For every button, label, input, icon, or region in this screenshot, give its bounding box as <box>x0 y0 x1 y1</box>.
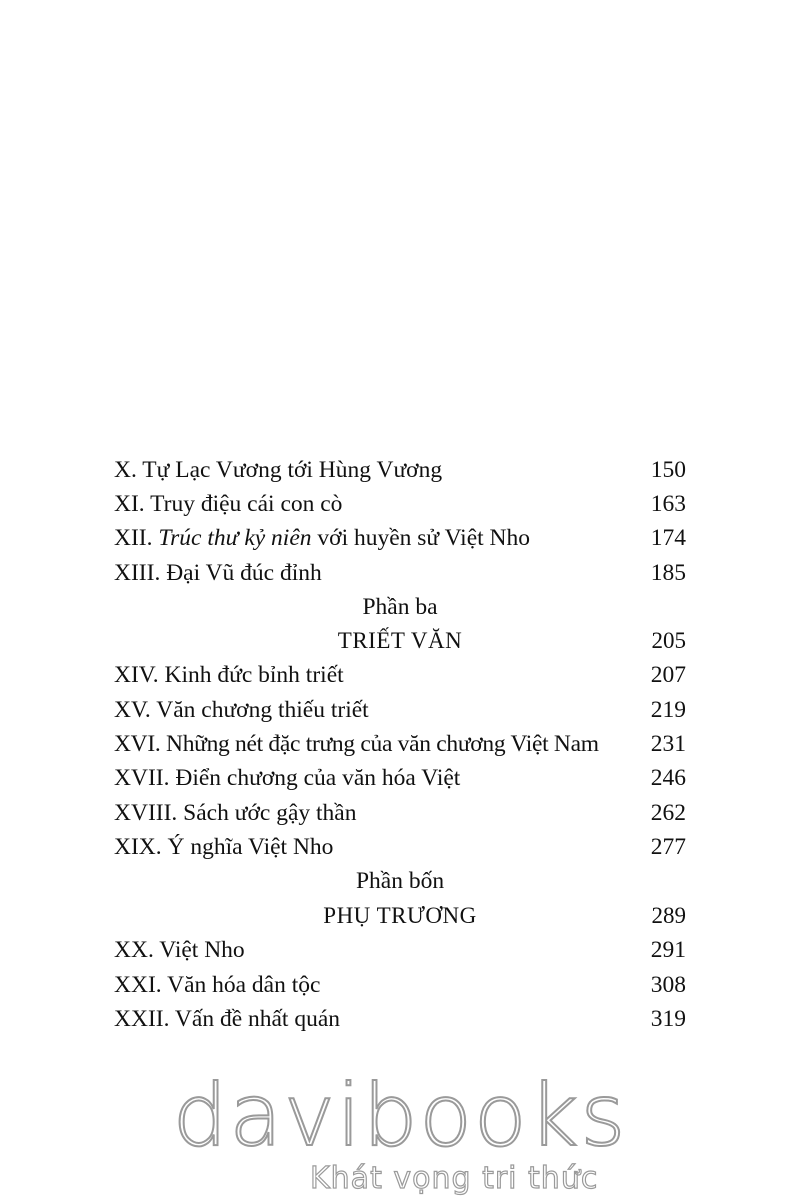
toc-entry-title: XX. Việt Nho <box>114 937 245 963</box>
toc-entry-page: 231 <box>650 731 686 757</box>
toc-entry-chapter-xiv <box>114 659 686 691</box>
toc-entry-title-italic: Trúc thư kỷ niên <box>158 525 312 551</box>
part-four-title: PHỤ TRƯƠNG <box>323 903 477 928</box>
toc-entry-title: XXI. Văn hóa dân tộc <box>114 972 321 998</box>
toc-entry-page: 277 <box>650 834 686 860</box>
part-four-heading <box>114 900 686 932</box>
toc-entry-page: 185 <box>650 560 686 586</box>
toc-entry-title: XVIII. Sách ước gậy thần <box>114 800 357 826</box>
toc-entry-chapter-xx <box>114 934 686 966</box>
toc-entry-chapter-xii <box>114 522 686 554</box>
part-three-page: 205 <box>651 628 686 653</box>
toc-entry-title <box>114 522 530 554</box>
toc-entry-title-prefix: XII. <box>114 525 159 551</box>
toc-entry-chapter-xvi <box>114 728 686 760</box>
part-four-label: Phần bốn <box>355 868 445 894</box>
toc-entry-page: 308 <box>650 972 686 998</box>
part-three-title: TRIẾT VĂN <box>337 628 463 653</box>
toc-entry-title: XI. Truy điệu cái con cò <box>114 491 343 517</box>
toc-entry-page: 262 <box>650 800 686 826</box>
watermark-logo: davibooks <box>172 1066 628 1166</box>
toc-entry-page: 163 <box>650 491 686 517</box>
toc-entry-page: 150 <box>650 457 686 483</box>
toc-entry-chapter-xviii <box>114 797 686 829</box>
toc-entry-chapter-xi <box>114 488 686 520</box>
toc-entry-title: XIV. Kinh đức bỉnh triết <box>114 662 344 688</box>
toc-entry-page: 319 <box>650 1006 686 1032</box>
toc-entry-title: XIII. Đại Vũ đúc đỉnh <box>114 560 322 586</box>
toc-entry-chapter-xv <box>114 694 686 726</box>
toc-entry-title: XV. Văn chương thiếu triết <box>114 697 369 723</box>
toc-entry-page: 174 <box>650 525 686 551</box>
toc-entry-chapter-xxi <box>114 969 686 1001</box>
toc-entry-title: XVII. Điển chương của văn hóa Việt <box>114 765 461 791</box>
watermark-tagline: Khát vọng tri thức <box>310 1161 599 1196</box>
toc-entry-title: X. Tự Lạc Vương tới Hùng Vương <box>114 457 443 483</box>
toc-entry-title: XVI. Những nét đặc trưng của văn chương Việt Nam <box>114 731 599 757</box>
toc-entry-chapter-xxii <box>114 1003 686 1035</box>
part-three-heading <box>114 625 686 657</box>
toc-entry-page: 246 <box>650 765 686 791</box>
toc-entry-title: XXII. Vấn đề nhất quán <box>114 1006 341 1032</box>
toc-entry-title-suffix: với huyền sử Việt Nho <box>311 525 531 551</box>
toc-entry-page: 219 <box>650 697 686 723</box>
toc-entry-chapter-xiii <box>114 557 686 589</box>
toc-entry-chapter-xix <box>114 831 686 863</box>
toc-entry-title: XIX. Ý nghĩa Việt Nho <box>114 834 334 860</box>
part-four-page: 289 <box>651 903 686 928</box>
toc-entry-chapter-xvii <box>114 762 686 794</box>
toc-entry-chapter-x <box>114 454 686 486</box>
part-three-label: Phần ba <box>362 594 438 620</box>
toc-entry-page: 207 <box>650 662 686 688</box>
toc-entry-page: 291 <box>650 937 686 963</box>
watermark <box>0 1062 800 1198</box>
